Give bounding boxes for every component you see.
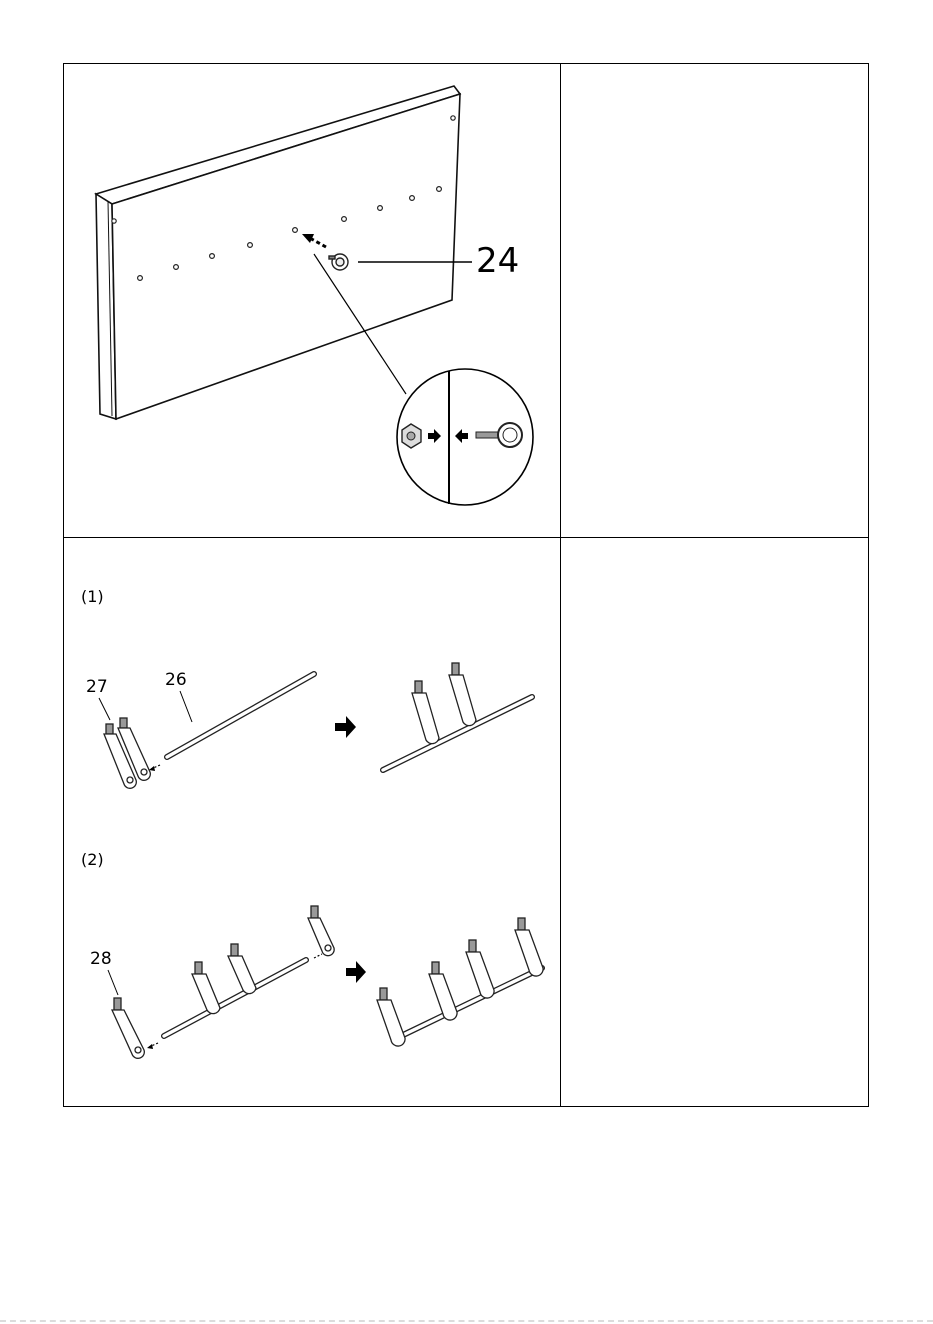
- part-28-leader: [108, 970, 118, 995]
- nut-icon: [402, 424, 421, 448]
- step-1-illustration-cell: [64, 64, 561, 538]
- part-28-label: 28: [90, 949, 112, 969]
- step-1-text-cell: [561, 64, 868, 538]
- panel-eyelet-illustration: [64, 64, 561, 538]
- insert-arrow-2: [149, 765, 160, 771]
- page-edge-mark: [0, 1320, 933, 1324]
- final-hook-a: [377, 988, 405, 1046]
- hook-28: [112, 998, 144, 1058]
- final-hook-d: [515, 918, 543, 976]
- assembled-hook-1a: [412, 681, 439, 744]
- detail-magnifier: [397, 369, 533, 505]
- instruction-table: [63, 63, 869, 1107]
- part-24-label: 24: [476, 241, 520, 281]
- part-27-leader: [99, 698, 110, 720]
- rod-hook-2b: [228, 944, 256, 994]
- final-hook-c: [466, 940, 494, 998]
- rod-hook-2a: [192, 962, 220, 1014]
- panel-board: [96, 86, 460, 419]
- substep-2-label: (2): [81, 850, 104, 869]
- step-2-text-cell: [561, 538, 868, 1106]
- part-27-label: 27: [86, 677, 108, 697]
- hook-end: [308, 906, 334, 956]
- assembled-hook-1b: [449, 663, 476, 726]
- result-arrow-2: [346, 961, 366, 983]
- part-26-leader: [180, 691, 192, 722]
- part-26-label: 26: [165, 670, 187, 690]
- step-2-illustration-cell: [64, 538, 561, 1106]
- final-hook-b: [429, 962, 457, 1020]
- rod-assembly-illustration: [64, 538, 561, 1106]
- substep-1-label: (1): [81, 587, 104, 606]
- result-arrow-1: [335, 716, 356, 738]
